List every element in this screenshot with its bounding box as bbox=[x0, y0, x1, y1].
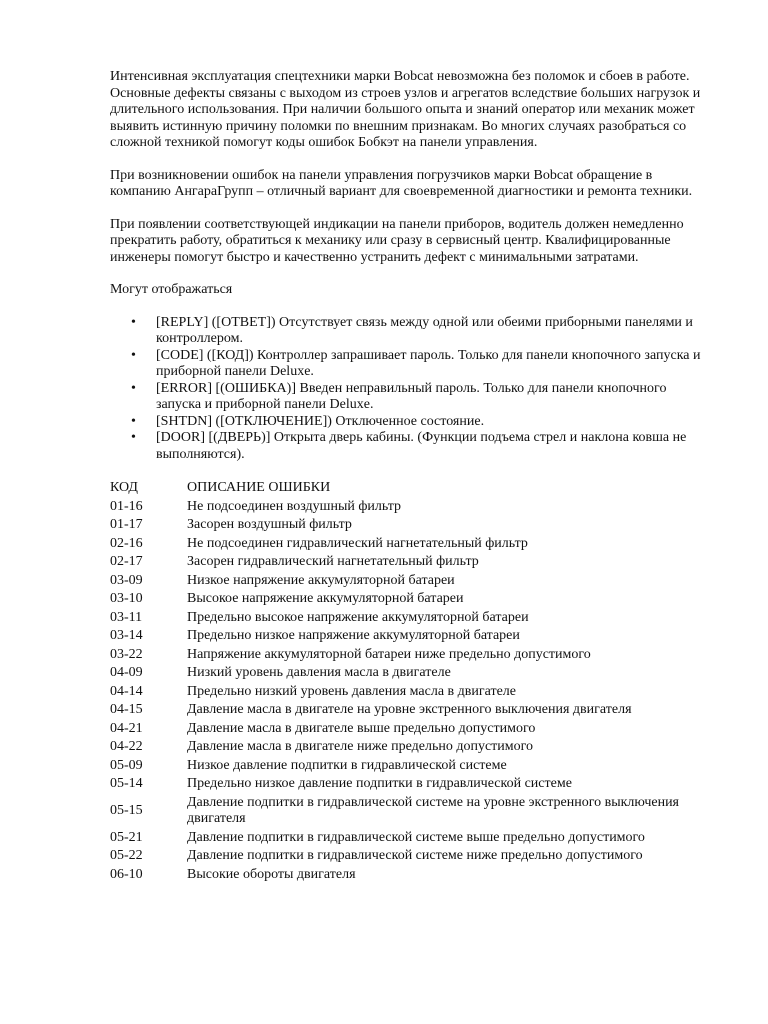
error-code: 03-14 bbox=[110, 628, 143, 643]
error-description: Не подсоединен гидравлический нагнетательный фильтр bbox=[187, 535, 528, 551]
error-code: 04-09 bbox=[110, 665, 143, 680]
mode-text: [REPLY] ([ОТВЕТ]) Отсутствует связь между одной или обеими приборными панелями и контроллером. bbox=[156, 314, 693, 346]
table-row bbox=[110, 829, 707, 848]
table-row bbox=[110, 701, 707, 720]
table-row bbox=[110, 646, 707, 665]
error-code: 05-14 bbox=[110, 776, 143, 791]
table-header-row bbox=[110, 479, 707, 498]
list-item bbox=[110, 348, 710, 381]
error-description: Предельно высокое напряжение аккумуляторной батареи bbox=[187, 609, 529, 625]
error-code: 04-14 bbox=[110, 683, 143, 699]
table-row bbox=[110, 847, 707, 866]
error-description: Засорен воздушный фильтр bbox=[187, 517, 352, 532]
list-item bbox=[110, 315, 710, 348]
error-description: Давление масла в двигателе на уровне экстренного выключения двигателя bbox=[187, 702, 632, 717]
table-row bbox=[110, 720, 707, 739]
error-code: 06-10 bbox=[110, 866, 143, 882]
error-description: Предельно низкое давление подпитки в гидравлической системе bbox=[187, 776, 572, 791]
intro-paragraph: Интенсивная эксплуатация спецтехники марки Bobcat невозможна без поломок и сбоев в работе. Основные дефекты связаны с выходом из строев узлов и агрегатов вследствие больших нагрузок и длительного использования. При наличии большого опыта и знаний оператор или механик может выявить истинную причину поломки по внешним признакам. Во многих случаях разобраться со сложной техникой помогут коды ошибок Бобкэт на панели управления. bbox=[110, 69, 701, 150]
table-row bbox=[110, 738, 707, 757]
error-description: Давление подпитки в гидравлической системе на уровне экстренного выключения двигателя bbox=[187, 794, 679, 826]
error-code: 02-16 bbox=[110, 535, 143, 551]
error-description: Высокие обороты двигателя bbox=[187, 866, 356, 882]
error-description: Давление масла в двигателе выше предельно допустимого bbox=[187, 720, 536, 736]
list-item bbox=[110, 414, 710, 431]
table-row bbox=[110, 498, 707, 517]
error-description: Высокое напряжение аккумуляторной батареи bbox=[187, 591, 464, 606]
table-row bbox=[110, 664, 707, 683]
table-row bbox=[110, 683, 707, 702]
advice-paragraph: При появлении соответствующей индикации на панели приборов, водитель должен немедленно прекратить работу, обратиться к механику или сразу в сервисный центр. Квалифицированные инженеры помогут быстро и качественно устранить дефект с минимальными затратами. bbox=[110, 216, 684, 265]
table-row bbox=[110, 609, 707, 628]
table-row bbox=[110, 866, 707, 885]
display-modes-list bbox=[110, 315, 710, 464]
error-description: Засорен гидравлический нагнетательный фильтр bbox=[187, 554, 479, 569]
list-item bbox=[110, 430, 710, 463]
table-row bbox=[110, 516, 707, 535]
error-code: 05-21 bbox=[110, 829, 143, 845]
error-code: 02-17 bbox=[110, 554, 143, 569]
error-code: 05-09 bbox=[110, 757, 143, 773]
mode-text: [DOOR] [(ДВЕРЬ)] Открыта дверь кабины. (Функции подъема стрел и наклона ковша не выполняются). bbox=[156, 430, 687, 462]
error-description: Давление подпитки в гидравлической системе выше предельно допустимого bbox=[187, 829, 645, 845]
mode-text: [SHTDN] ([ОТКЛЮЧЕНИЕ]) Отключенное состояние. bbox=[156, 413, 485, 429]
error-code: 03-09 bbox=[110, 572, 143, 588]
table-row bbox=[110, 590, 707, 609]
error-description: Не подсоединен воздушный фильтр bbox=[187, 498, 402, 514]
bullet-icon: • bbox=[131, 347, 136, 363]
error-description: Низкий уровень давления масла в двигателе bbox=[187, 665, 451, 680]
table-row bbox=[110, 553, 707, 572]
mode-text: [CODE] ([КОД]) Контроллер запрашивает пароль. Только для панели кнопочного запуска и приборной панели Deluxe. bbox=[156, 347, 701, 379]
document-page bbox=[110, 69, 710, 884]
table-row bbox=[110, 794, 707, 829]
error-code: 01-16 bbox=[110, 498, 143, 514]
bullet-icon: • bbox=[131, 430, 136, 445]
error-code: 04-15 bbox=[110, 702, 143, 717]
list-item bbox=[110, 381, 710, 414]
error-code: 03-10 bbox=[110, 591, 143, 606]
mode-text: [ERROR] [(ОШИБКА)] Введен неправильный пароль. Только для панели кнопочного запуска и приборной панели Deluxe. bbox=[156, 380, 667, 412]
table-row bbox=[110, 757, 707, 776]
error-code: 03-22 bbox=[110, 646, 143, 662]
error-code: 04-21 bbox=[110, 720, 143, 736]
error-description: Предельно низкое напряжение аккумуляторной батареи bbox=[187, 628, 520, 643]
error-code: 04-22 bbox=[110, 739, 143, 754]
table-row bbox=[110, 572, 707, 591]
table-row bbox=[110, 775, 707, 794]
table-row bbox=[110, 535, 707, 554]
error-code: 03-11 bbox=[110, 609, 143, 625]
error-description: Напряжение аккумуляторной батареи ниже предельно допустимого bbox=[187, 646, 591, 662]
table-row bbox=[110, 627, 707, 646]
error-codes-table bbox=[110, 479, 707, 884]
error-code: 05-22 bbox=[110, 848, 143, 863]
header-description: ОПИСАНИЕ ОШИБКИ bbox=[187, 480, 331, 495]
modes-intro: Могут отображаться bbox=[110, 282, 233, 297]
service-paragraph: При возникновении ошибок на панели управления погрузчиков марки Bobcat обращение в компанию АнгараГрупп – отличный вариант для своевременной диагностики и ремонта техники. bbox=[110, 167, 693, 199]
error-description: Предельно низкий уровень давления масла в двигателе bbox=[187, 683, 516, 699]
error-description: Давление масла в двигателе ниже предельно допустимого bbox=[187, 739, 534, 754]
bullet-icon: • bbox=[131, 413, 136, 429]
error-description: Давление подпитки в гидравлической системе ниже предельно допустимого bbox=[187, 848, 643, 863]
error-code: 05-15 bbox=[110, 802, 143, 818]
error-description: Низкое давление подпитки в гидравлической системе bbox=[187, 757, 507, 773]
bullet-icon: • bbox=[131, 314, 136, 330]
error-code: 01-17 bbox=[110, 517, 143, 532]
error-description: Низкое напряжение аккумуляторной батареи bbox=[187, 572, 455, 588]
header-code: КОД bbox=[110, 480, 138, 495]
bullet-icon: • bbox=[131, 380, 136, 396]
